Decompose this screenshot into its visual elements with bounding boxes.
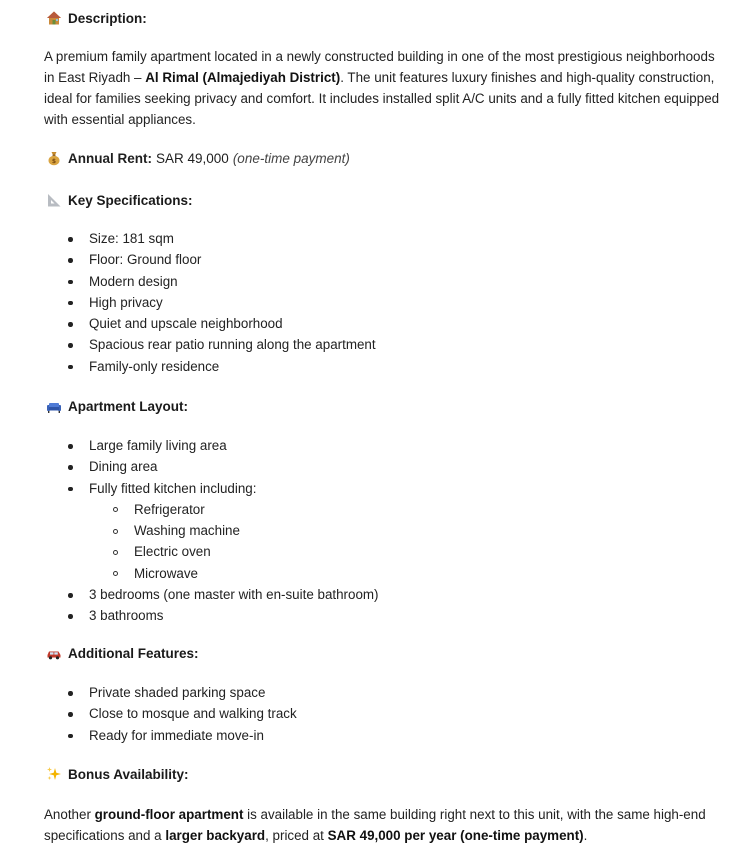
svg-text:$: $ [51,158,57,165]
list-item: Dining area [0,456,379,477]
layout-heading-label: Apartment Layout: [68,398,189,414]
list-item: Spacious rear patio running along the apartment [0,334,376,355]
bonus-text: is available in the same building right next to this unit, with the same high-end specifications and a [44,807,706,843]
couch-icon [46,398,62,414]
description-paragraph [44,46,724,130]
bonus-heading-label: Bonus Availability: [68,766,189,782]
specs-heading [46,192,193,208]
list-item: Modern design [0,271,376,292]
list-item: Private shaded parking space [0,682,297,703]
description-heading [46,10,147,26]
list-item: Fully fitted kitchen including: [0,478,379,499]
list-item: Ready for immediate move-in [0,725,297,746]
layout-heading [46,398,188,414]
list-item: Close to mosque and walking track [0,703,297,724]
kitchen-item: Washing machine [0,520,379,541]
kitchen-item: Refrigerator [0,499,379,520]
bonus-apartment: ground-floor apartment [94,807,244,822]
features-heading [46,645,199,661]
list-item: Size: 181 sqm [0,228,376,249]
list-item: 3 bedrooms (one master with en-suite bathroom) [0,584,379,605]
list-item: Floor: Ground floor [0,249,376,270]
kitchen-item: Electric oven [0,541,379,562]
specs-list [0,228,376,377]
list-item: Large family living area [0,435,379,456]
bonus-heading [46,766,189,782]
features-heading-label: Additional Features: [68,645,199,661]
list-item: 3 bathrooms [0,605,379,626]
sparkles-icon [46,766,62,782]
list-item: Family-only residence [0,356,376,377]
layout-list [0,435,379,627]
house-icon [46,10,62,26]
annual-rent-label: Annual Rent: [68,150,152,166]
bonus-text: , priced at [265,828,328,843]
features-list [0,682,297,746]
annual-rent-value: SAR 49,000 [156,150,229,166]
bonus-text: Another [44,807,95,822]
kitchen-item: Microwave [0,563,379,584]
description-heading-label: Description: [68,10,147,26]
bonus-text: . [583,828,588,843]
money-bag-icon [46,150,62,166]
bonus-backyard: larger backyard [165,828,266,843]
description-text-end: . The unit features luxury finishes and high-quality construction, ideal for families seeking privacy and comfort. It includes installed split A/C units and a fully fitted kitchen equipped with essential appliances. [44,70,720,127]
specs-heading-label: Key Specifications: [68,192,193,208]
description-text: A premium family apartment located in a newly constructed building in one of the most prestigious neighborhoods in East Riyadh – [44,49,715,85]
triangular-ruler-icon [46,192,62,208]
bonus-price: SAR 49,000 per year (one-time payment) [327,828,584,843]
description-location: Al Rimal (Almajediyah District) [145,70,341,85]
list-item: Quiet and upscale neighborhood [0,313,376,334]
annual-rent [46,150,350,166]
list-item: High privacy [0,292,376,313]
car-icon [46,645,62,661]
annual-rent-note: (one-time payment) [232,150,350,166]
bonus-paragraph [44,804,724,846]
